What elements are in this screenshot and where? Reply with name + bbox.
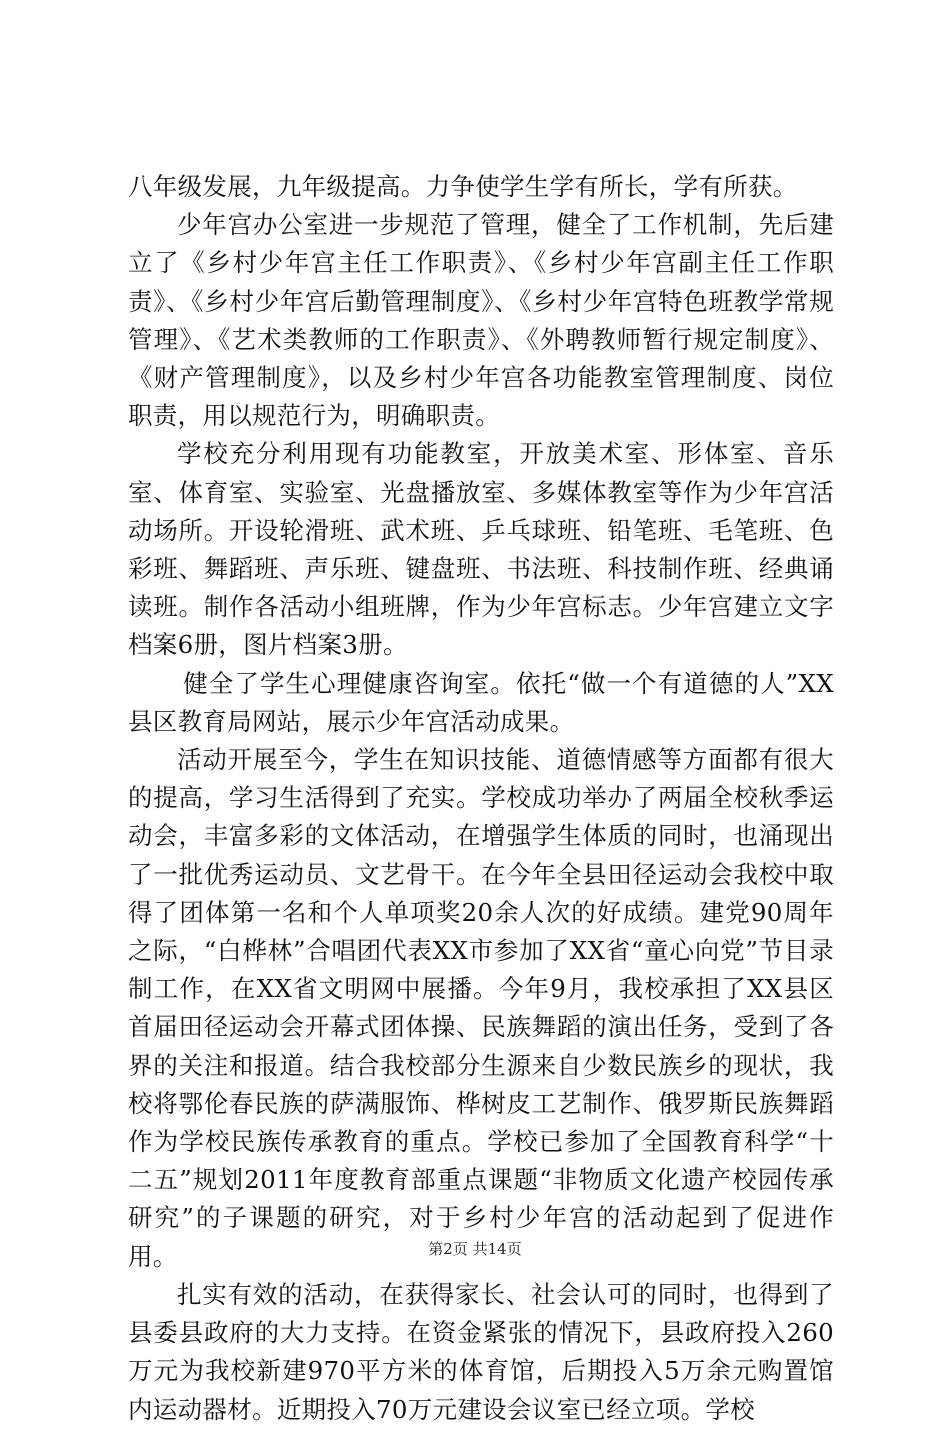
- paragraph-continuation: 八年级发展，九年级提高。力争使学生学有所长，学有所获。: [128, 172, 798, 201]
- paragraph-classrooms: 学校充分利用现有功能教室，开放美术室、形体室、音乐室、体育室、实验室、光盘播放室、多媒体教室等作为少年宫活动场所。开设轮滑班、武术班、乒乓球班、铅笔班、毛笔班、色彩班、舞蹈班、声乐班、键盘班、书法班、科技制作班、经典诵读班。制作各活动小组班牌，作为少年宫标志。少年宫建立文字档案6册，图片档案3册。: [128, 439, 834, 660]
- paragraph-counseling-room: 健全了学生心理健康咨询室。依托“做一个有道德的人”XX县区教育局网站，展示少年宫活动成果。: [128, 668, 834, 736]
- paragraph-office-management: 少年宫办公室进一步规范了管理，健全了工作机制，先后建立了《乡村少年宫主任工作职责》、《乡村少年宫副主任工作职责》、《乡村少年宫后勤管理制度》、《乡村少年宫特色班教学常规管理》、《艺术类教师的工作职责》、《外聘教师暂行规定制度》、《财产管理制度》，以及乡村少年宫各功能教室管理制度、岗位职责，用以规范行为，明确职责。: [128, 210, 834, 431]
- page-number-footer: 第2页 共14页: [428, 1240, 522, 1258]
- paragraph-government-support: 扎实有效的活动，在获得家长、社会认可的同时，也得到了县委县政府的大力支持。在资金紧张的情况下，县政府投入260万元为我校新建970平方米的体育馆，后期投入5万余元购置馆内运动器材。近期投入70万元建设会议室已经立项。学校: [128, 1279, 834, 1424]
- paragraph-achievements: 活动开展至今，学生在知识技能、道德情感等方面都有很大的提高，学习生活得到了充实。学校成功举办了两届全校秋季运动会，丰富多彩的文体活动，在增强学生体质的同时，也涌现出了一批优秀运动员、文艺骨干。在今年全县田径运动会我校中取得了团体第一名和个人单项奖20余人次的好成绩。建党90周年之际，“白桦林”合唱团代表XX市参加了XX省“童心向党”节目录制工作，在XX省文明网中展播。今年9月，我校承担了XX县区首届田径运动会开幕式团体操、民族舞蹈的演出任务，受到了各界的关注和报道。结合我校部分生源来自少数民族乡的现状，我校将鄂伦春民族的萨满服饰、桦树皮工艺制作、俄罗斯民族舞蹈作为学校民族传承教育的重点。学校已参加了全国教育科学“十二五”规划2011年度教育部重点课题“非物质文化遗产校园传承研究”的子课题的研究，对于乡村少年宫的活动起到了促进作用。: [128, 745, 835, 1271]
